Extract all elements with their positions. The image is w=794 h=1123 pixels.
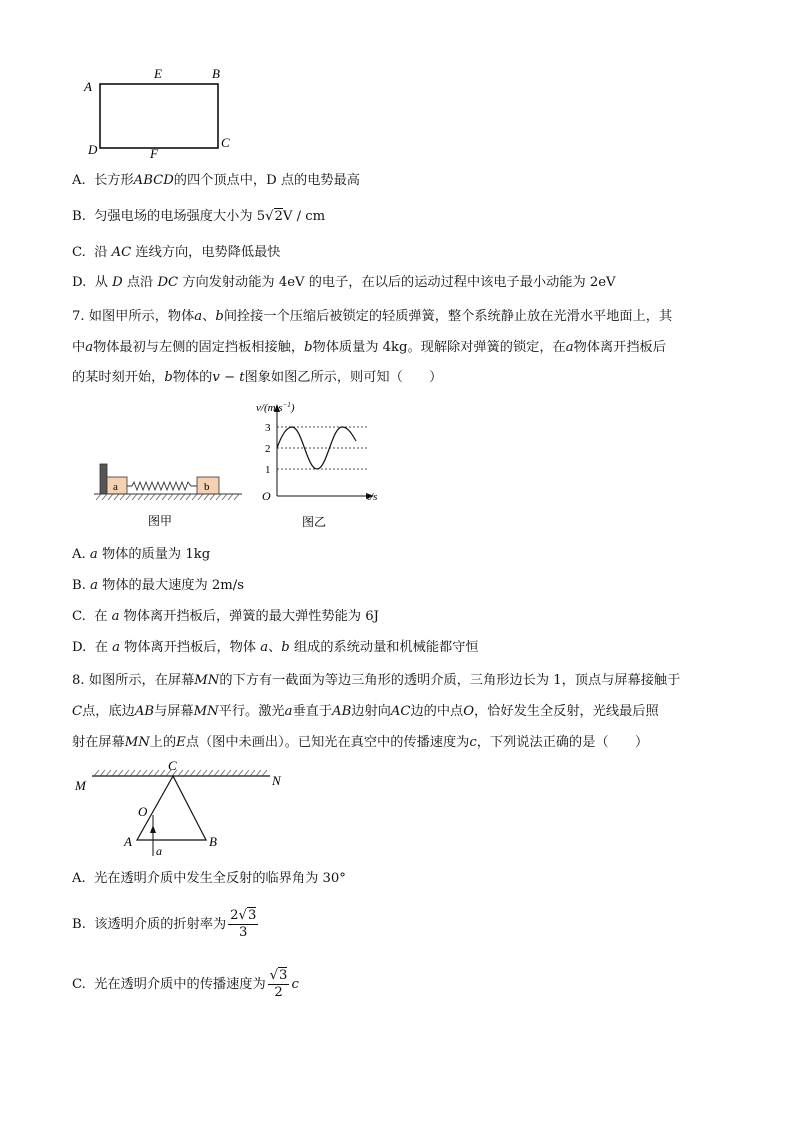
label-d: D — [88, 142, 98, 157]
label-n: N — [272, 773, 281, 788]
figure-triangle-screen — [72, 760, 292, 860]
origin-label: O — [262, 489, 271, 503]
screen-hatching — [94, 770, 267, 776]
laser-arrow — [150, 825, 156, 833]
q7-option-b: B. a 物体的最大速度为 2m/s — [72, 578, 244, 593]
q7-stem-line3: 的某时刻开始，b物体的v − t图象如图乙所示，则可知（ ） — [72, 370, 443, 385]
x-axis-label: t/s — [367, 491, 378, 503]
label-f: F — [150, 146, 158, 161]
block-b-label: b — [204, 481, 210, 493]
ground-hatching — [96, 494, 239, 500]
q7-stem-line1: 7. 如图甲所示，物体a、b间拴接一个压缩后被锁定的轻质弹簧，整个系统静止放在光滑水平地面上，其 — [72, 309, 673, 324]
q8-option-c: C. 光在透明介质中的传播速度为 $\frac{√3}{2}$ c — [72, 968, 299, 1000]
q8-option-a: A. 光在透明介质中发生全反射的临界角为 30° — [72, 871, 346, 886]
q6-option-a: A. 长方形ABCD的四个顶点中，D 点的电势最高 — [72, 173, 360, 188]
y-axis-label: $v/(m\cdot s^{-1})$ — [256, 401, 295, 414]
label-laser-a: a — [156, 844, 162, 858]
label-b: B — [212, 66, 220, 81]
label-c: C — [221, 135, 230, 150]
block-a-label: a — [113, 481, 118, 493]
spring — [127, 482, 197, 490]
figure-spring-system — [92, 458, 252, 528]
q6-option-b: B. 匀强电场的电场强度大小为 5√2V / cm — [72, 209, 326, 224]
figure-vt-graph — [250, 396, 400, 531]
q7-option-a: A. a 物体的质量为 1kg — [72, 547, 211, 562]
q8-stem-line2: C点，底边AB与屏幕MN平行。激光a垂直于AB边射向AC边的中点O，恰好发生全反射，光线最后照 — [72, 704, 659, 719]
label-m: M — [75, 778, 86, 793]
rectangle-figure — [80, 62, 250, 162]
tick-1: 1 — [265, 464, 271, 476]
q6-option-d: D. 从 D 点沿 DC 方向发射动能为 4eV 的电子，在以后的运动过程中该电子最小动能为 2eV — [72, 275, 616, 290]
sqrt-symbol: √ — [265, 209, 274, 224]
label-e: E — [154, 66, 162, 81]
q8-option-b: B. 该透明介质的折射率为 $\frac{2√3}{3}$ — [72, 908, 257, 940]
tick-2: 2 — [265, 443, 271, 455]
q6-option-c: C. 沿 AC 连线方向，电势降低最快 — [72, 245, 281, 260]
q7-stem-line2: 中a物体最初与左侧的固定挡板相接触，b物体质量为 4kg。现解除对弹簧的锁定，在a物体离开挡板后 — [72, 340, 666, 355]
tick-3: 3 — [265, 422, 271, 434]
caption-yi: 图乙 — [302, 515, 327, 529]
rectangle-abcd — [100, 84, 218, 148]
sine-curve — [277, 427, 356, 469]
caption-jia: 图甲 — [148, 514, 173, 528]
q8-stem-line1: 8. 如图所示，在屏幕MN的下方有一截面为等边三角形的透明介质，三角形边长为 1，顶点与屏幕接触于 — [72, 673, 681, 688]
q8-stem-line3: 射在屏幕MN上的E点（图中未画出）。已知光在真空中的传播速度为c，下列说法正确的是（ ） — [72, 735, 649, 750]
label-a: A — [124, 834, 132, 849]
q7-option-c: C. 在 a 物体离开挡板后，弹簧的最大弹性势能为 6J — [72, 609, 379, 624]
q7-option-d: D. 在 a 物体离开挡板后，物体 a、b 组成的系统动量和机械能都守恒 — [72, 640, 479, 655]
fraction-2sqrt3-over-3: $\frac{2√3}{3}$ — [230, 908, 257, 940]
label-c: C — [168, 760, 177, 773]
label-a: A — [84, 79, 92, 94]
fixed-wall — [100, 464, 107, 494]
fraction-sqrt3-over-2: $\frac{√3}{2}$ — [269, 968, 288, 1000]
label-o: O — [138, 804, 148, 819]
label-b: B — [209, 834, 217, 849]
